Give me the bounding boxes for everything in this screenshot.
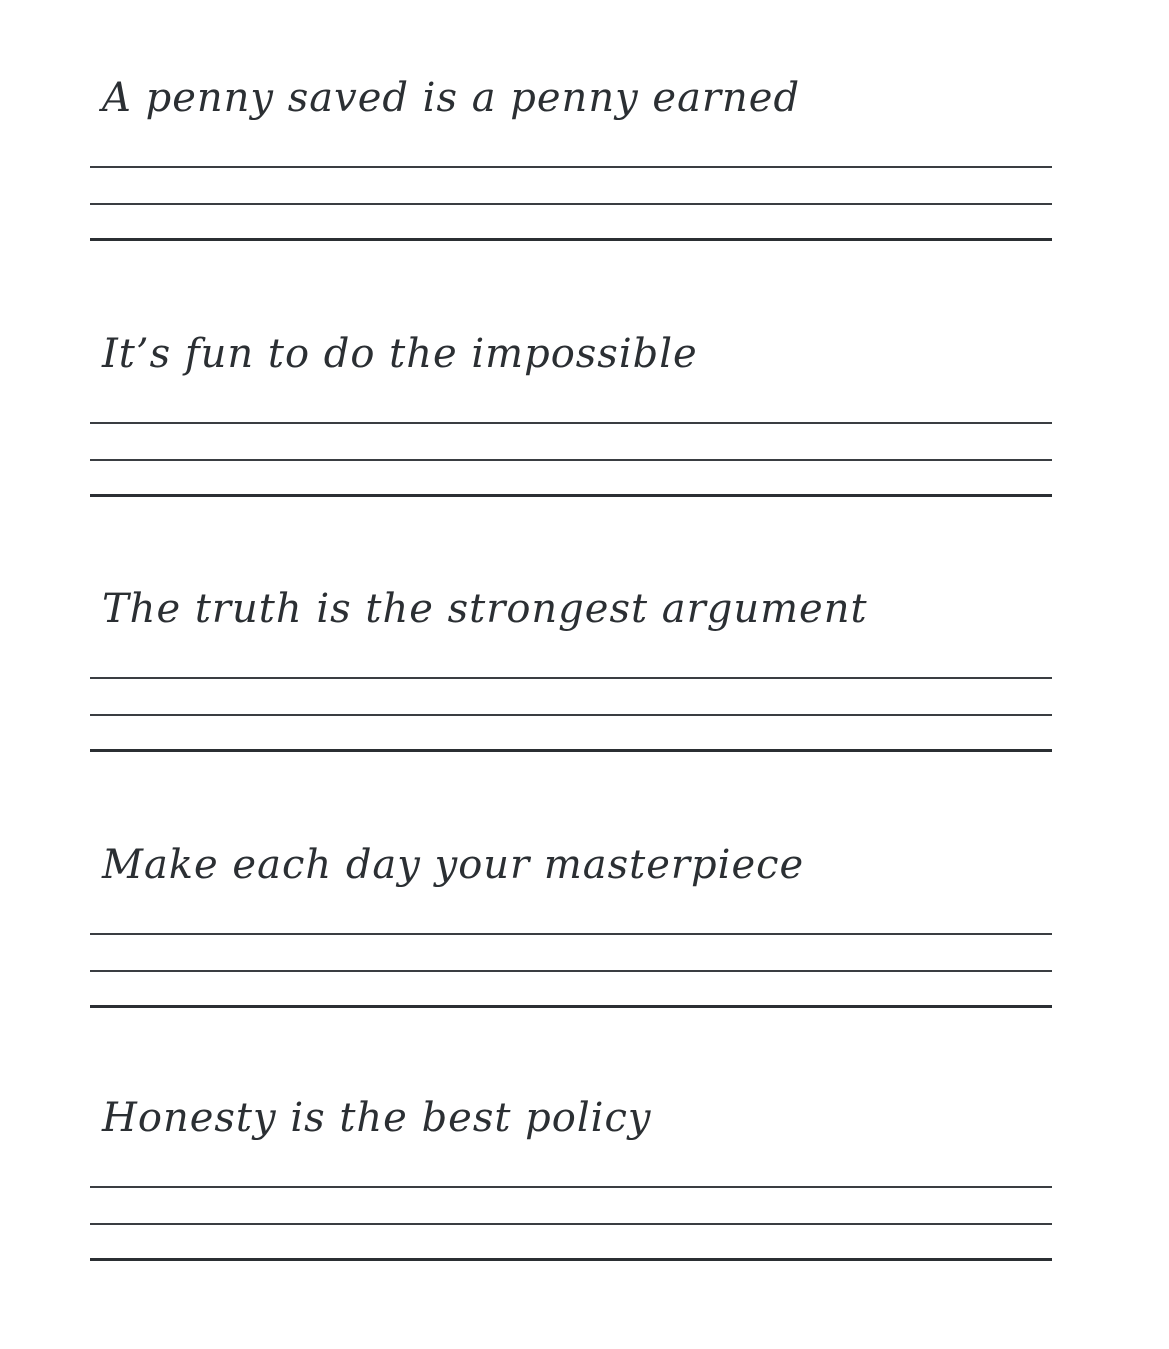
model-phrase: The truth is the strongest argument <box>102 586 868 632</box>
model-phrase: Make each day your masterpiece <box>102 842 805 888</box>
model-phrase: Honesty is the best policy <box>102 1095 652 1141</box>
writing-line-baseline <box>90 1005 1052 1008</box>
writing-line-middle <box>90 970 1052 972</box>
practice-block-3 <box>0 511 1169 711</box>
writing-line-top <box>90 1186 1052 1188</box>
model-phrase: It’s fun to do the impossible <box>102 331 698 377</box>
practice-block-4 <box>0 767 1169 967</box>
writing-line-baseline <box>90 494 1052 497</box>
writing-line-top <box>90 933 1052 935</box>
model-phrase: A penny saved is a penny earned <box>102 75 801 121</box>
writing-line-middle <box>90 714 1052 716</box>
writing-line-baseline <box>90 749 1052 752</box>
writing-line-baseline <box>90 238 1052 241</box>
writing-line-top <box>90 677 1052 679</box>
practice-block-5 <box>0 1020 1169 1220</box>
writing-line-middle <box>90 203 1052 205</box>
writing-line-baseline <box>90 1258 1052 1261</box>
writing-line-top <box>90 422 1052 424</box>
practice-block-1 <box>0 0 1169 200</box>
writing-line-middle <box>90 459 1052 461</box>
writing-line-top <box>90 166 1052 168</box>
practice-block-2 <box>0 256 1169 456</box>
writing-line-middle <box>90 1223 1052 1225</box>
